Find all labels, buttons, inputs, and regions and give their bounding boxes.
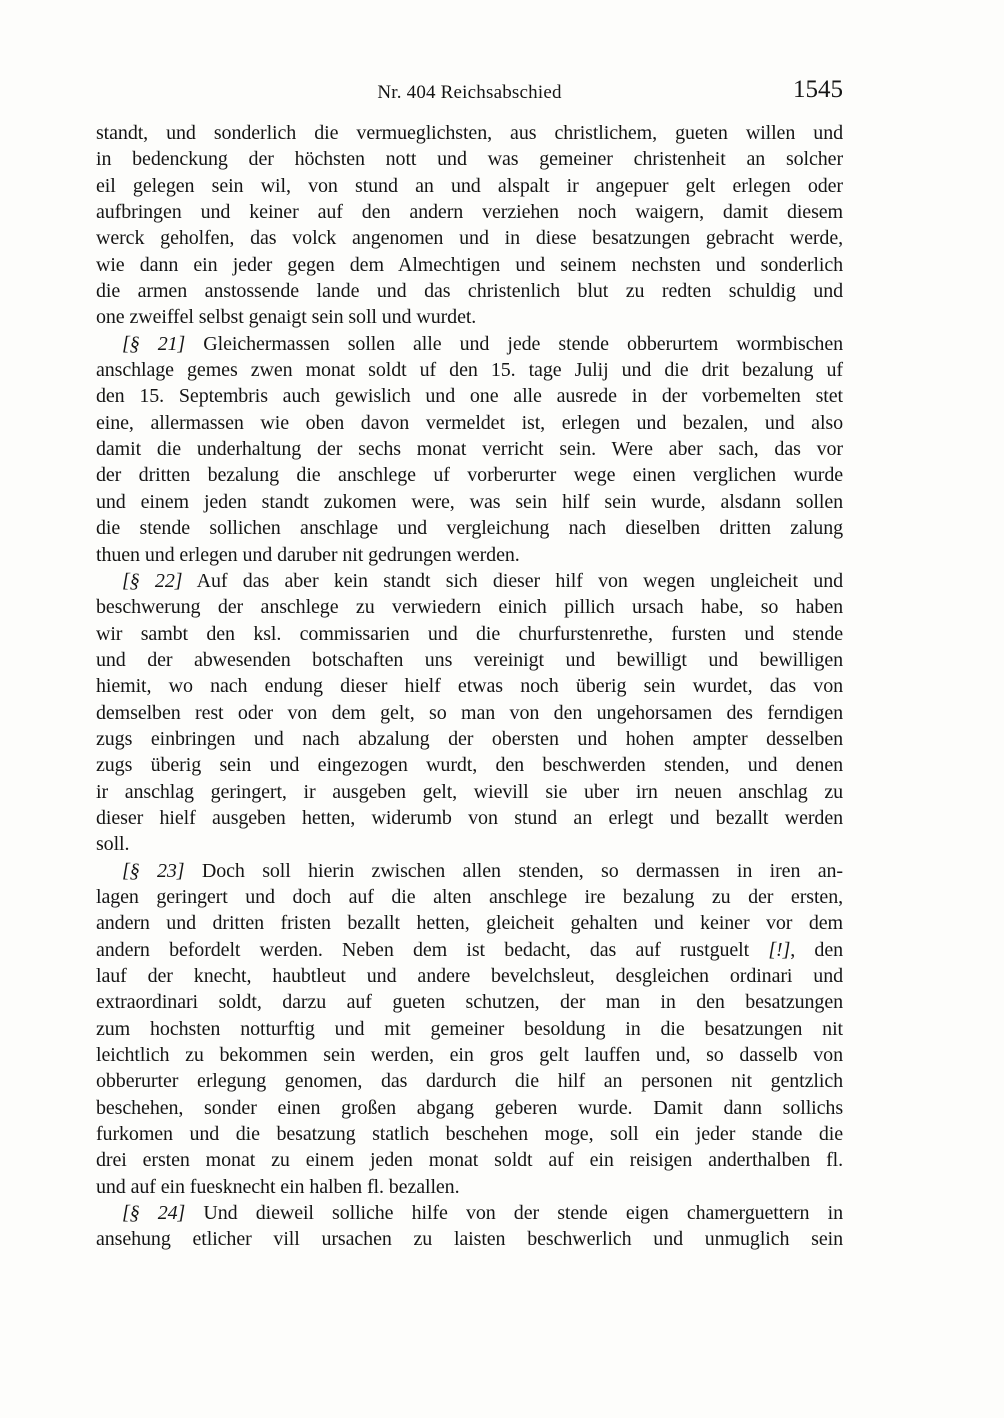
text-segment: die armen anstossende lande und das christenlich blut zu redten schuldig und (96, 280, 843, 303)
text-segment: ir anschlag geringert, ir ausgeben gelt, wievill sie uber irn neuen anschlag zu (96, 780, 843, 803)
text-segment: wir sambt den ksl. commissarien und die churfurstenrethe, fursten und stende (96, 622, 843, 645)
text-line (96, 278, 843, 304)
text-line (96, 1174, 843, 1200)
text-segment: one zweiffel selbst genaigt sein soll und wurdet. (96, 306, 477, 329)
text-line (96, 146, 843, 172)
text-line (96, 173, 843, 199)
text-segment: Doch soll hierin zwischen allen stenden, so dermassen in iren an- (184, 859, 843, 882)
text-line (96, 779, 843, 805)
text-line (96, 199, 843, 225)
text-segment: Gleichermassen sollen alle und jede stende obberurtem wormbischen (185, 332, 843, 355)
running-head: Nr. 404 Reichsabschied (377, 82, 562, 103)
text-line (96, 910, 843, 936)
text-segment: standt, und sonderlich die vermueglichsten, aus christlichem, gueten willen und (96, 122, 843, 144)
text-segment: andern befordelt werden. Neben dem ist bedacht, das auf rustguelt (96, 938, 769, 961)
text-segment: wie dann ein jeder gegen dem Almechtigen und seinem nechsten und sonderlich (96, 253, 843, 276)
text-segment: zugs überig sein und eingezogen wurdt, den beschwerden stenden, und denen (96, 754, 843, 777)
italic-marker: [§ 21] (122, 332, 186, 355)
paragraph (96, 858, 843, 1200)
text-segment: und einem jeden standt zukomen were, was sein hilf sein wurde, alsdann sollen (96, 490, 843, 513)
paragraph (96, 331, 843, 568)
text-segment: zugs einbringen und nach abzalung der obersten und hohen ampter desselben (96, 727, 843, 750)
text-segment: werck geholfen, das volck angenomen und in diese besatzungen gebracht werde, (96, 227, 843, 250)
text-segment: den 15. Septembris auch gewislich und one alle ausrede in der vorbemelten stet (96, 385, 843, 408)
text-segment: demselben rest oder von dem gelt, so man von den ungehorsamen des ferndigen (96, 701, 843, 724)
text-line (96, 252, 843, 278)
text-line (96, 1121, 843, 1147)
page-header (96, 76, 843, 108)
text-segment: obberurter erlegung genomen, das dardurch die hilf an personen nit gentzlich (96, 1070, 843, 1093)
text-line (96, 120, 843, 146)
text-segment: Auf das aber kein standt sich dieser hilf von wegen ungleicheit und (182, 569, 844, 592)
text-line (96, 515, 843, 541)
text-line (96, 937, 843, 963)
text-segment: zum hochsten notturftig und mit gemeiner besoldung in die besatzungen nit (96, 1017, 843, 1040)
text-line (96, 410, 843, 436)
text-segment: beschehen, sonder einen großen abgang geberen wurde. Damit dann sollichs (96, 1096, 843, 1119)
text-line (96, 647, 843, 673)
text-line (96, 1200, 843, 1226)
text-line (96, 462, 843, 488)
text-line (96, 1226, 843, 1252)
text-segment: eil gelegen sein wil, von stund an und alspalt ir angepuer gelt erlegen oder (96, 174, 843, 197)
text-segment: damit die underhaltung der sechs monat verricht sein. Were aber sach, das vor (96, 438, 843, 461)
text-segment: Und dieweil solliche hilfe von der stende eigen chamerguettern in (185, 1202, 843, 1225)
text-segment: und der abwesenden botschaften uns vereinigt und bewilligt und bewilligen (96, 648, 843, 671)
text-line (96, 831, 843, 857)
text-line (96, 700, 843, 726)
text-segment: anschlage gemes zwen monat soldt uf den 15. tage Julij und die drit bezalung uf (96, 359, 843, 382)
text-segment: und auf ein fuesknecht ein halben fl. bezallen. (96, 1175, 460, 1198)
text-line (96, 383, 843, 409)
text-line (96, 1042, 843, 1068)
text-line (96, 594, 843, 620)
paragraph (96, 120, 843, 331)
text-line (96, 858, 843, 884)
text-line (96, 673, 843, 699)
text-segment: lauf der knecht, haubtleut und andere bevelchsleut, desgleichen ordinari und (96, 965, 843, 987)
text-segment: eine, allermassen wie oben davon vermeldet ist, erlegen und bezalen, und also (96, 411, 843, 434)
text-line (96, 805, 843, 831)
text-line (96, 1016, 843, 1042)
text-segment: soll. (96, 833, 130, 856)
text-segment: die stende sollichen anschlage und vergleichung nach dieselben dritten zalung (96, 517, 843, 540)
italic-marker: [§ 22] (122, 569, 183, 592)
text-line (96, 963, 843, 989)
text-segment: ansehung etlicher vill ursachen zu laisten beschwerlich und unmuglich sein (96, 1228, 843, 1251)
text-segment: aufbringen und keiner auf den andern verziehen noch waigern, damit diesem (96, 201, 843, 224)
text-segment: lagen geringert und doch auf die alten anschlege ire bezalung zu der ersten, (96, 885, 843, 908)
text-line (96, 357, 843, 383)
page-number: 1545 (793, 76, 843, 103)
italic-marker: [§ 23] (122, 859, 185, 882)
text-segment: in bedenckung der höchsten nott und was gemeiner christenheit an solcher (96, 148, 843, 171)
text-line (96, 489, 843, 515)
text-line (96, 1095, 843, 1121)
text-segment: andern und dritten fristen bezallt hetten, gleicheit gehalten und keiner vor dem (96, 912, 843, 935)
paragraph (96, 568, 843, 858)
text-segment: hiemit, wo nach endung dieser hielf etwas noch überig sein wurdet, das von (96, 675, 843, 698)
text-segment: dieser hielf ausgeben hetten, widerumb von stund an erlegt und bezallt werden (96, 806, 843, 829)
text-body (96, 120, 843, 1253)
text-segment: extraordinari soldt, darzu auf gueten schutzen, der man in den besatzungen (96, 991, 843, 1014)
text-line (96, 436, 843, 462)
text-line (96, 1147, 843, 1173)
text-line (96, 726, 843, 752)
italic-marker: [!] (768, 938, 791, 961)
text-segment: drei ersten monat zu einem jeden monat soldt auf ein reisigen anderthalben fl. (96, 1149, 843, 1172)
text-line (96, 225, 843, 251)
text-line (96, 1068, 843, 1094)
text-line (96, 331, 843, 357)
text-segment: beschwerung der anschlege zu verwiedern einich pillich ursach habe, so haben (96, 596, 843, 619)
text-line (96, 884, 843, 910)
text-segment: thuen und erlegen und daruber nit gedrungen werden. (96, 543, 520, 566)
paragraph (96, 1200, 843, 1253)
text-line (96, 621, 843, 647)
text-segment: , den (790, 938, 843, 961)
text-segment: leichtlich zu bekommen sein werden, ein gros gelt lauffen und, so dasselb von (96, 1044, 843, 1067)
italic-marker: [§ 24] (122, 1202, 186, 1225)
text-line (96, 304, 843, 330)
text-line (96, 542, 843, 568)
text-segment: furkomen und die besatzung statlich beschehen moge, soll ein jeder stande die (96, 1123, 843, 1146)
text-line (96, 752, 843, 778)
text-line (96, 989, 843, 1015)
text-segment: der dritten bezalung die anschlege uf vorberurter wege einen verglichen wurde (96, 464, 843, 487)
text-line (96, 568, 843, 594)
